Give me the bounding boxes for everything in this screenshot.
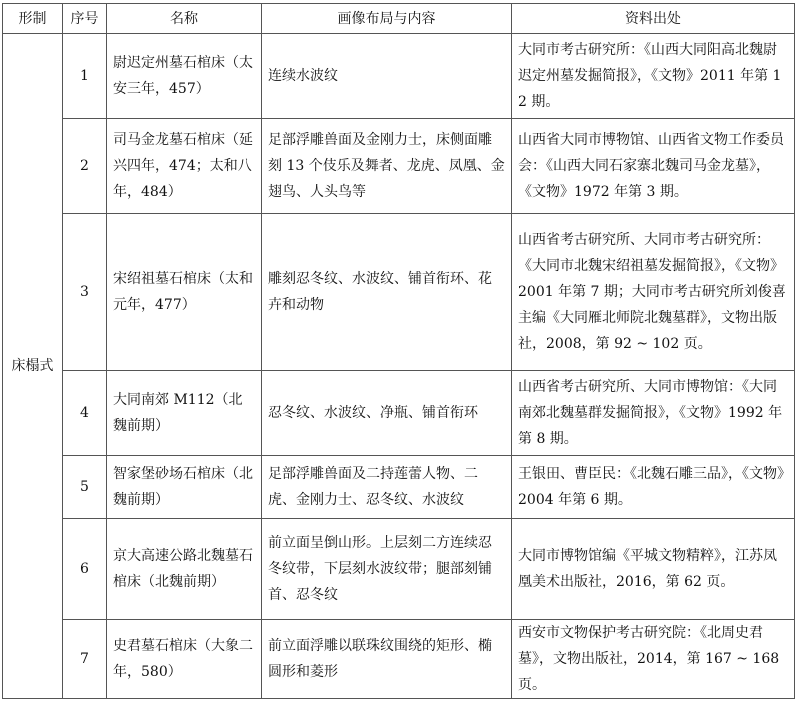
table-row [3,371,795,456]
table-row [3,456,795,519]
row-name: 尉迟定州墓石棺床（太安三年，457） [107,34,262,119]
header-source: 资料出处 [512,4,795,34]
row-name: 大同南郊 M112（北魏前期） [107,371,262,456]
header-row [3,4,795,34]
table-row [3,214,795,371]
row-source: 山西省考古研究所、大同市博物馆：《大同南郊北魏墓群发掘简报》，《文物》1992 年第 8 期。 [512,371,795,456]
table-row [3,119,795,214]
row-content: 足部浮雕兽面及二持莲蕾人物、二虎、金刚力士、忍冬纹、水波纹 [262,456,512,519]
row-name: 智家堡砂场石棺床（北魏前期） [107,456,262,519]
row-content: 忍冬纹、水波纹、净瓶、铺首衔环 [262,371,512,456]
row-content: 前立面浮雕以联珠纹围绕的矩形、椭圆形和菱形 [262,620,512,699]
row-source: 西安市文物保护考古研究院：《北周史君墓》，文物出版社，2014，第 167 ~ 168 页。 [512,620,795,699]
row-number: 7 [63,620,107,699]
row-source: 王银田、曹臣民：《北魏石雕三品》，《文物》2004 年第 6 期。 [512,456,795,519]
row-number: 6 [63,519,107,620]
data-table [2,3,795,699]
row-number: 5 [63,456,107,519]
header-number: 序号 [63,4,107,34]
header-name: 名称 [107,4,262,34]
row-name: 京大高速公路北魏墓石棺床（北魏前期） [107,519,262,620]
group-label: 床榻式 [3,34,63,699]
row-content: 连续水波纹 [262,34,512,119]
table-row [3,620,795,699]
row-source: 大同市博物馆编《平城文物精粹》，江苏凤凰美术出版社，2016，第 62 页。 [512,519,795,620]
row-number: 3 [63,214,107,371]
row-content: 前立面呈倒山形。上层刻二方连续忍冬纹带，下层刻水波纹带；腿部刻铺首、忍冬纹 [262,519,512,620]
row-name: 司马金龙墓石棺床（延兴四年，474；太和八年，484） [107,119,262,214]
row-number: 4 [63,371,107,456]
row-number: 1 [63,34,107,119]
row-source: 大同市考古研究所：《山西大同阳高北魏尉迟定州墓发掘简报》，《文物》2011 年第 12 期。 [512,34,795,119]
table-row [3,519,795,620]
row-source: 山西省考古研究所、大同市考古研究所：《大同市北魏宋绍祖墓发掘简报》，《文物》2001 年第 7 期；大同市考古研究所刘俊喜主编《大同雁北师院北魏墓群》，文物出版社，2008，第 92 ~ 102 页。 [512,214,795,371]
header-content: 画像布局与内容 [262,4,512,34]
row-source: 山西省大同市博物馆、山西省文物工作委员会：《山西大同石家寨北魏司马金龙墓》，《文物》1972 年第 3 期。 [512,119,795,214]
row-name: 史君墓石棺床（大象二年，580） [107,620,262,699]
row-name: 宋绍祖墓石棺床（太和元年，477） [107,214,262,371]
row-content: 雕刻忍冬纹、水波纹、铺首衔环、花卉和动物 [262,214,512,371]
table-row [3,34,795,119]
row-content: 足部浮雕兽面及金刚力士，床侧面雕刻 13 个伎乐及舞者、龙虎、凤凰、金翅鸟、人头鸟等 [262,119,512,214]
header-type: 形制 [3,4,63,34]
row-number: 2 [63,119,107,214]
